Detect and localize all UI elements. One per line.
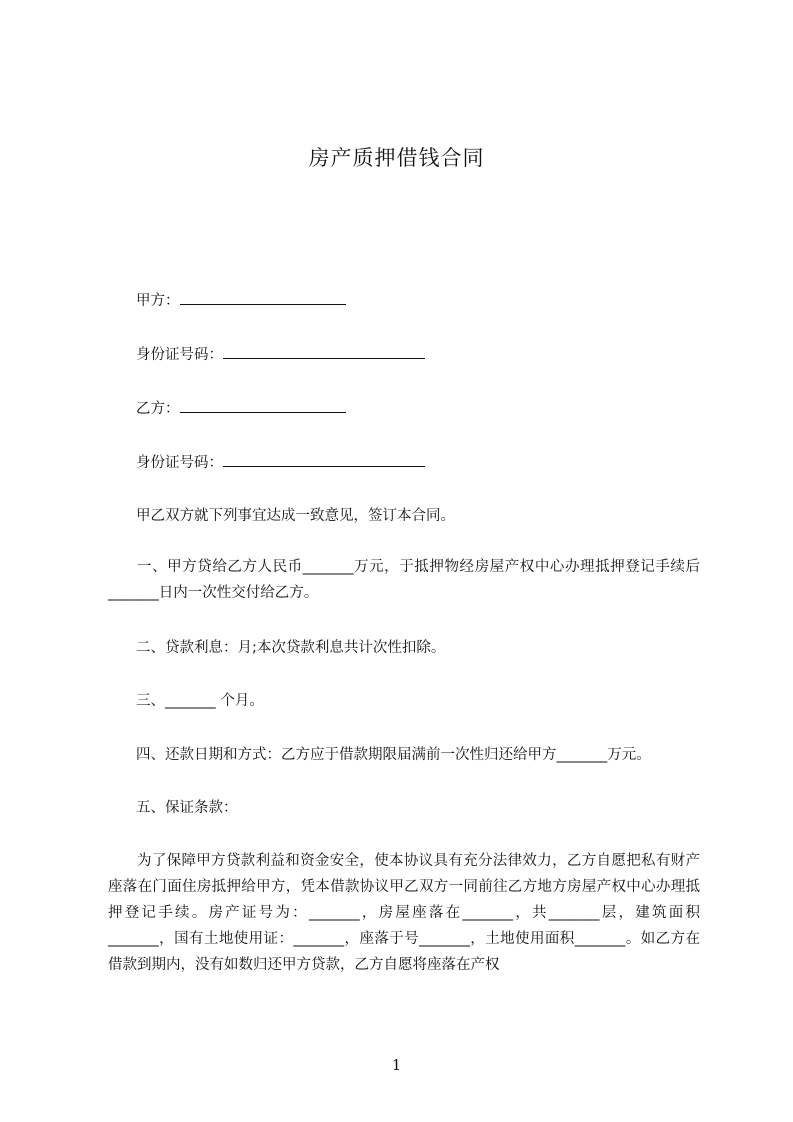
clause-1: 一、甲方贷给乙方人民币_______万元，于抵押物经房屋产权中心办理抵押登记手续后_______日内一次性交付给乙方。: [108, 559, 700, 601]
party-b-label: 乙方：: [136, 401, 180, 417]
party-b-blank[interactable]: [180, 398, 346, 413]
clause-5-body: 为了保障甲方贷款利益和资金安全，使本协议具有充分法律效力，乙方自愿把私有财产座落在门面住房抵押给甲方，凭本借款协议甲乙双方一同前往乙方地方房屋产权中心办理抵押登记手续。房产证号为：_______，房屋座落在_______，共_______层，建筑面积_______，国有土地使用证：_______，座落于号_______，土地使用面积_______。如乙方在借款到期内，没有如数归还甲方贷款，乙方自愿将座落在产权: [108, 853, 700, 973]
party-b-line: [136, 398, 346, 419]
party-a-line: [136, 290, 346, 311]
clause-3: 三、_______ 个月。: [136, 693, 264, 709]
party-b-id-blank[interactable]: [223, 452, 425, 467]
party-a-id-line: [136, 344, 425, 365]
party-b-id-label: 身份证号码：: [136, 455, 223, 471]
party-a-label: 甲方：: [136, 293, 180, 309]
party-a-blank[interactable]: [180, 290, 346, 305]
clause-4: 四、还款日期和方式：乙方应于借款期限届满前一次性归还给甲方_______万元。: [136, 747, 651, 763]
party-b-id-line: [136, 452, 425, 473]
document-title: 房产质押借钱合同: [308, 146, 485, 170]
clause-2: 二、贷款利息：月;本次贷款利息共计次性扣除。: [136, 640, 446, 656]
page-number: 1: [391, 1056, 402, 1074]
clause-5-heading: 五、保证条款：: [136, 800, 238, 816]
party-a-id-label: 身份证号码：: [136, 347, 223, 363]
agreement-intro: 甲乙双方就下列事宜达成一致意见，签订本合同。: [136, 508, 455, 524]
party-a-id-blank[interactable]: [223, 344, 425, 359]
